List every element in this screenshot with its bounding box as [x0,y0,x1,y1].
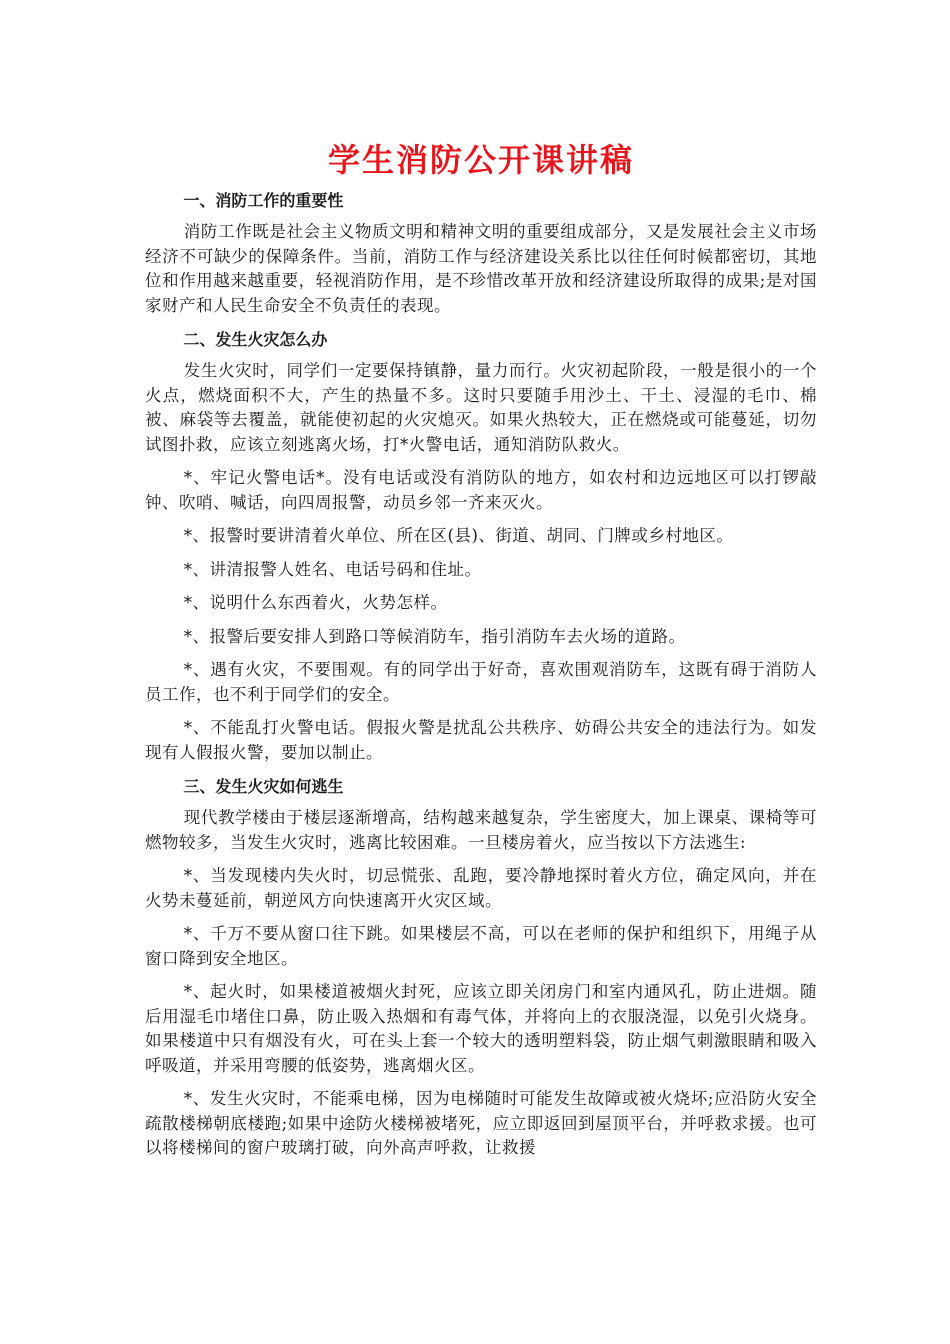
paragraph: *、遇有火灾，不要围观。有的同学出于好奇，喜欢围观消防车，这既有碍于消防人员工作，也不利于同学们的安全。 [145,660,817,704]
section-heading: 一、消防工作的重要性 [183,191,344,210]
section-heading: 二、发生火灾怎么办 [183,330,328,349]
paragraph: 发生火灾时，同学们一定要保持镇静，量力而行。火灾初起阶段，一般是很小的一个火点，燃烧面积不大，产生的热量不多。这时只要随手用沙土、干土、浸湿的毛巾、棉被、麻袋等去覆盖，就能使初起的火灾熄灭。如果火热较大，正在燃烧或可能蔓延，切勿试图扑救，应该立刻逃离火场，打*火警电话，通知消防队救火。 [145,361,817,454]
paragraph: *、发生火灾时，不能乘电梯，因为电梯随时可能发生故障或被火烧坏;应沿防火安全疏散楼梯朝底楼跑;如果中途防火楼梯被堵死，应立即返回到屋顶平台，并呼救求援。也可以将楼梯间的窗户玻璃打破，向外高声呼救，让救援 [145,1089,817,1157]
section-escape [145,774,817,1161]
paragraph: *、讲清报警人姓名、电话号码和住址。 [183,559,482,579]
page-title: 学生消防公开课讲稿 [327,141,634,179]
document-body [145,138,817,1170]
paragraph: *、起火时，如果楼道被烟火封死，应该立即关闭房门和室内通风孔，防止进烟。随后用湿毛巾堵住口鼻，防止吸入热烟和有毒气体，并将向上的衣服浇湿，以免引火烧身。如果楼道中只有烟没有火，可在头上套一个较大的透明塑料袋，防止烟气刺激眼睛和吸入呼吸道，并采用弯腰的低姿势，逃离烟火区。 [145,982,817,1075]
paragraph: *、报警时要讲清着火单位、所在区(县)、街道、胡同、门牌或乡村地区。 [183,526,734,545]
paragraph: *、千万不要从窗口往下跳。如果楼层不高，可以在老师的保护和组织下，用绳子从窗口降到安全地区。 [145,924,817,968]
section-importance [145,188,817,318]
section-heading: 三、发生火灾如何逃生 [183,777,344,796]
paragraph: *、报警后要安排人到路口等候消防车，指引消防车去火场的道路。 [183,626,686,646]
paragraph: *、当发现楼内失火时，切忌慌张、乱跑，要冷静地探时着火方位，确定风向，并在火势未蔓延前，朝逆风方向快速离开火灾区域。 [145,866,817,910]
section-what-to-do [145,327,817,765]
paragraph: 消防工作既是社会主义物质文明和精神文明的重要组成部分，又是发展社会主义市场经济不可缺少的保障条件。当前，消防工作与经济建设关系比以往任何时候都密切，其地位和作用越来越重要，轻视消防作用，是不珍惜改革开放和经济建设所取得的成果;是对国家财产和人民生命安全不负责任的表现。 [145,222,817,315]
paragraph: 现代教学楼由于楼层逐渐增高，结构越来越复杂，学生密度大，加上课桌、课椅等可燃物较多，当发生火灾时，逃离比较困难。一旦楼房着火，应当按以下方法逃生: [145,808,817,852]
paragraph: *、牢记火警电话*。没有电话或没有消防队的地方，如农村和边远地区可以打锣敲钟、吹哨、喊话，向四周报警，动员乡邻一齐来灭火。 [145,468,817,512]
paragraph: *、不能乱打火警电话。假报火警是扰乱公共秩序、妨碍公共安全的违法行为。如发现有人假报火警，要加以制止。 [145,718,817,762]
paragraph: *、说明什么东西着火，火势怎样。 [183,593,448,612]
